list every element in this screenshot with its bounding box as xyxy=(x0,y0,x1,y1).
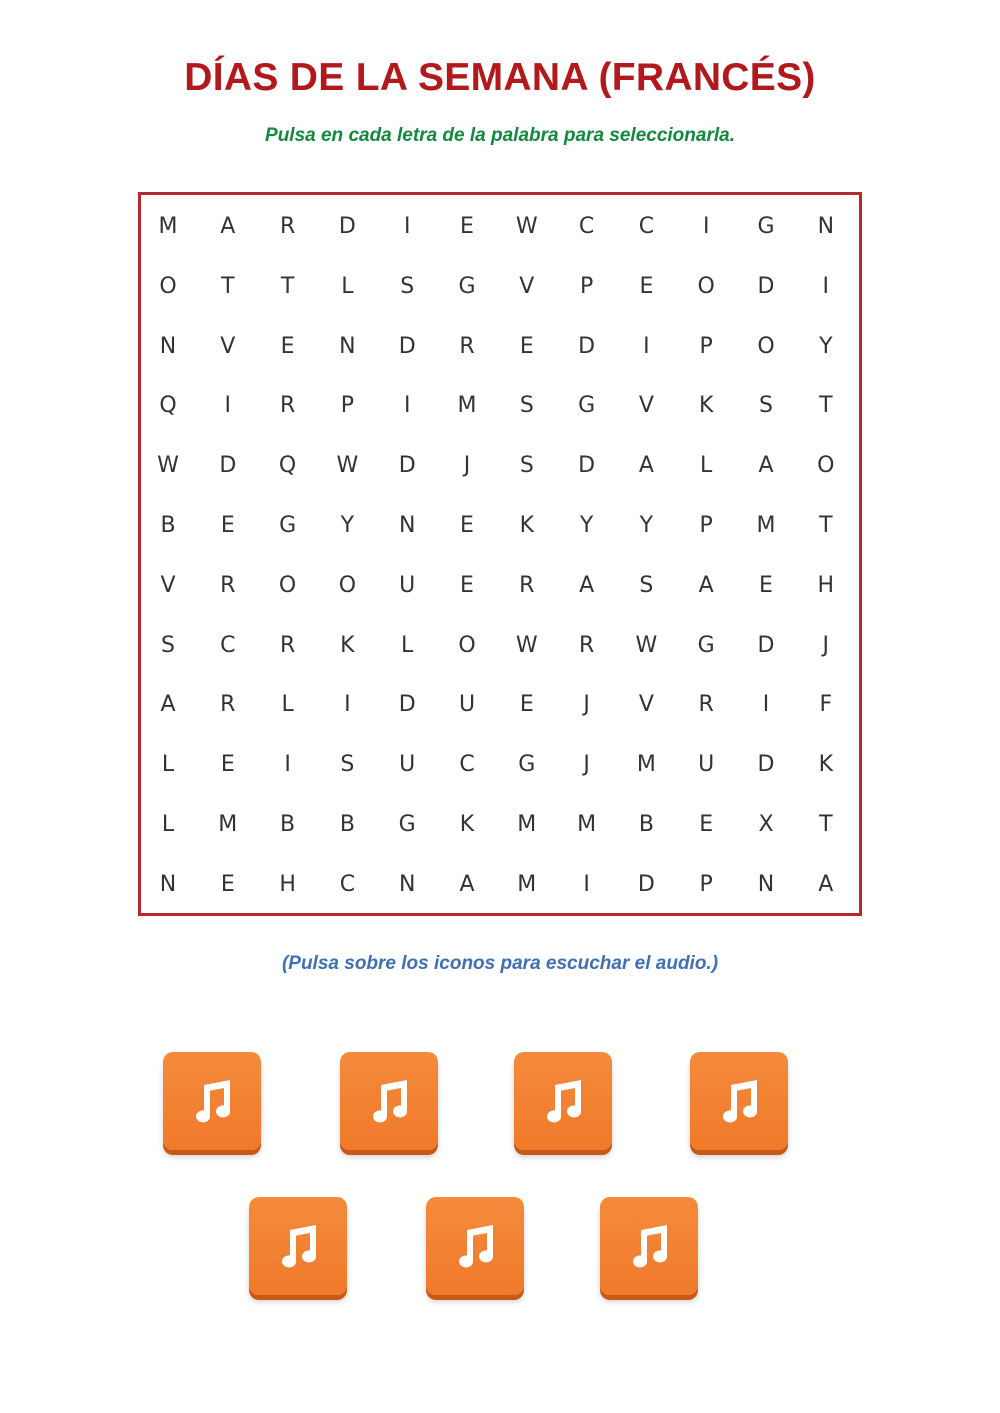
letter-cell[interactable]: H xyxy=(817,572,835,598)
letter-cell[interactable]: G xyxy=(398,812,416,837)
letter-cell[interactable]: E xyxy=(280,333,295,359)
audio-button-4[interactable] xyxy=(690,1052,788,1150)
letter-cell[interactable]: A xyxy=(758,453,774,479)
letter-cell[interactable]: M xyxy=(158,214,178,239)
letter-cell[interactable]: E xyxy=(220,871,235,897)
letter-cell[interactable]: E xyxy=(460,513,474,538)
letter-cell[interactable]: M xyxy=(218,812,238,837)
letter-cell[interactable]: V xyxy=(638,692,654,718)
letter-cell[interactable]: K xyxy=(818,752,834,778)
letter-cell[interactable]: T xyxy=(221,273,235,299)
letter-cell[interactable]: T xyxy=(280,273,295,299)
letter-cell[interactable]: M xyxy=(636,752,656,778)
letter-cell[interactable]: E xyxy=(220,513,235,538)
letter-cell[interactable]: I xyxy=(702,214,710,239)
letter-cell[interactable]: I xyxy=(583,871,590,897)
letter-cell[interactable]: D xyxy=(338,214,356,239)
audio-button-5[interactable] xyxy=(249,1197,347,1295)
letter-cell[interactable]: O xyxy=(338,572,357,598)
letter-cell[interactable]: I xyxy=(403,214,411,239)
letter-cell[interactable]: A xyxy=(160,692,176,718)
music-note-icon xyxy=(619,1216,679,1276)
letter-cell[interactable]: W xyxy=(515,632,538,658)
letter-cell[interactable]: H xyxy=(279,871,296,897)
letter-cell[interactable]: C xyxy=(459,752,475,778)
letter-cell[interactable]: O xyxy=(697,273,715,299)
letter-cell[interactable]: I xyxy=(284,752,291,778)
letter-cell[interactable]: W xyxy=(515,214,538,239)
letter-cell[interactable]: G xyxy=(757,214,775,239)
letter-cell[interactable]: C xyxy=(638,214,655,239)
grid-row xyxy=(141,675,859,735)
letter-cell[interactable]: W xyxy=(157,453,179,479)
letter-cell[interactable]: A xyxy=(818,871,834,897)
letter-cell[interactable]: G xyxy=(279,513,297,538)
letter-cell[interactable]: N xyxy=(159,333,177,359)
letter-cell[interactable]: L xyxy=(161,812,175,837)
letter-cell[interactable]: T xyxy=(819,513,833,538)
letter-cell[interactable]: S xyxy=(400,273,415,299)
letter-cell[interactable]: R xyxy=(459,333,475,359)
letter-cell[interactable]: J xyxy=(463,453,471,479)
letter-cell[interactable]: W xyxy=(336,453,359,479)
audio-button-1[interactable] xyxy=(163,1052,261,1150)
letter-cell[interactable]: M xyxy=(517,812,537,837)
letter-cell[interactable]: G xyxy=(578,393,596,419)
music-note-icon xyxy=(359,1071,419,1131)
letter-cell[interactable]: G xyxy=(458,273,476,299)
letter-cell[interactable]: E xyxy=(759,572,773,598)
letter-cell[interactable]: Y xyxy=(819,333,833,359)
letter-cell[interactable]: L xyxy=(281,692,294,718)
grid-row xyxy=(141,197,859,257)
letter-cell[interactable]: G xyxy=(518,752,536,778)
letter-cell[interactable]: S xyxy=(639,572,654,598)
letter-cell[interactable]: I xyxy=(224,393,232,419)
letter-cell[interactable]: O xyxy=(159,273,177,299)
letter-cell[interactable]: R xyxy=(519,572,535,598)
grid-row xyxy=(141,496,859,556)
letter-cell[interactable]: O xyxy=(458,632,476,658)
letter-cell[interactable]: B xyxy=(638,812,654,837)
letter-cell[interactable]: Q xyxy=(159,393,177,419)
letter-cell[interactable]: N xyxy=(757,871,775,897)
audio-button-7[interactable] xyxy=(600,1197,698,1295)
letter-cell[interactable]: R xyxy=(279,214,296,239)
letter-cell[interactable]: I xyxy=(403,393,411,419)
grid-row xyxy=(141,376,859,436)
letter-cell[interactable]: Y xyxy=(639,513,654,538)
instruction-text: Pulsa en cada letra de la palabra para seleccionarla. xyxy=(265,125,735,146)
letter-cell[interactable]: N xyxy=(817,214,835,239)
letter-cell[interactable]: G xyxy=(697,632,715,658)
letter-cell[interactable]: E xyxy=(460,214,474,239)
letter-cell[interactable]: W xyxy=(635,632,658,658)
letter-cell[interactable]: R xyxy=(578,632,595,658)
letter-cell[interactable]: S xyxy=(161,632,175,658)
letter-cell[interactable]: Q xyxy=(278,453,297,479)
letter-cell[interactable]: V xyxy=(220,333,236,359)
music-note-icon xyxy=(445,1216,505,1276)
letter-cell[interactable]: D xyxy=(757,632,775,658)
letter-cell[interactable]: J xyxy=(583,692,590,718)
letter-cell[interactable]: R xyxy=(698,692,714,718)
letter-cell[interactable]: R xyxy=(279,393,296,419)
letter-cell[interactable]: M xyxy=(756,513,776,538)
letter-cell[interactable]: A xyxy=(459,871,475,897)
page-title: DÍAS DE LA SEMANA (FRANCÉS) xyxy=(184,56,816,99)
letter-cell[interactable]: N xyxy=(398,513,416,538)
letter-cell[interactable]: N xyxy=(339,333,356,359)
letter-cell[interactable]: N xyxy=(398,871,416,897)
letter-cell[interactable]: M xyxy=(577,812,597,837)
letter-cell[interactable]: D xyxy=(219,453,237,479)
letter-cell[interactable]: T xyxy=(819,393,833,419)
letter-cell[interactable]: I xyxy=(643,333,650,359)
grid-row xyxy=(141,317,859,377)
letter-cell[interactable]: D xyxy=(578,333,596,359)
letter-cell[interactable]: C xyxy=(339,871,356,897)
letter-cell[interactable]: E xyxy=(639,273,654,299)
letter-cell[interactable]: K xyxy=(519,513,535,538)
audio-button-6[interactable] xyxy=(426,1197,524,1295)
letter-cell[interactable]: L xyxy=(401,632,414,658)
letter-cell[interactable]: M xyxy=(457,393,477,419)
letter-cell[interactable]: P xyxy=(340,393,355,419)
letter-cell[interactable]: D xyxy=(757,752,775,778)
letter-cell[interactable]: R xyxy=(279,632,296,658)
grid-row xyxy=(141,795,859,855)
letter-cell[interactable]: K xyxy=(698,393,714,419)
letter-cell[interactable]: M xyxy=(517,871,537,897)
letter-cell[interactable]: L xyxy=(341,273,354,299)
letter-cell[interactable]: B xyxy=(280,812,296,837)
letter-cell[interactable]: P xyxy=(699,513,713,538)
letter-cell[interactable]: S xyxy=(519,453,534,479)
letter-cell[interactable]: B xyxy=(160,513,176,538)
letter-cell[interactable]: L xyxy=(161,752,175,778)
grid-row xyxy=(141,855,859,915)
letter-cell[interactable]: E xyxy=(519,692,534,718)
audio-hint-text: (Pulsa sobre los iconos para escuchar el audio.) xyxy=(281,953,719,974)
letter-cell[interactable]: V xyxy=(638,393,654,419)
letter-cell[interactable]: E xyxy=(460,572,474,598)
letter-cell[interactable]: U xyxy=(458,692,476,718)
letter-cell[interactable]: E xyxy=(519,333,534,359)
letter-cell[interactable]: D xyxy=(637,871,655,897)
letter-cell[interactable]: U xyxy=(698,752,715,778)
letter-cell[interactable]: A xyxy=(220,214,236,239)
letter-cell[interactable]: U xyxy=(399,752,416,778)
letter-cell[interactable]: C xyxy=(578,214,595,239)
letter-cell[interactable]: Y xyxy=(340,513,355,538)
letter-cell[interactable]: S xyxy=(340,752,355,778)
letter-cell[interactable]: K xyxy=(340,632,355,658)
letter-cell[interactable]: X xyxy=(758,812,774,837)
audio-button-2[interactable] xyxy=(340,1052,438,1150)
letter-cell[interactable]: J xyxy=(822,632,830,658)
letter-cell[interactable]: K xyxy=(459,812,475,837)
letter-cell[interactable]: N xyxy=(159,871,177,897)
letter-cell[interactable]: D xyxy=(757,273,775,299)
letter-cell[interactable]: I xyxy=(822,273,830,299)
letter-cell[interactable]: V xyxy=(160,572,176,598)
letter-cell[interactable]: E xyxy=(220,752,235,778)
letter-cell[interactable]: L xyxy=(700,453,713,479)
letter-cell[interactable]: D xyxy=(398,333,416,359)
letter-cell[interactable]: O xyxy=(278,572,297,598)
letter-cell[interactable]: D xyxy=(398,692,416,718)
music-note-icon xyxy=(268,1216,328,1276)
grid-row xyxy=(141,436,859,496)
grid-row xyxy=(141,735,859,795)
letter-cell[interactable]: A xyxy=(638,453,654,479)
letter-cell[interactable]: O xyxy=(817,453,835,479)
music-note-icon xyxy=(182,1071,242,1131)
letter-cell[interactable]: P xyxy=(699,333,713,359)
letter-cell[interactable]: C xyxy=(220,632,236,658)
letter-cell[interactable]: E xyxy=(699,812,714,837)
grid-row xyxy=(141,556,859,616)
letter-cell[interactable]: P xyxy=(699,871,713,897)
letter-cell[interactable]: U xyxy=(399,572,416,598)
grid-row xyxy=(141,257,859,317)
letter-cell[interactable]: B xyxy=(339,812,355,837)
letter-cell[interactable]: F xyxy=(819,692,833,718)
letter-cell[interactable]: S xyxy=(759,393,773,419)
music-note-icon xyxy=(709,1071,769,1131)
letter-cell[interactable]: I xyxy=(762,692,770,718)
music-note-icon xyxy=(533,1071,593,1131)
letter-cell[interactable]: P xyxy=(579,273,594,299)
letter-cell[interactable]: R xyxy=(220,692,236,718)
letter-cell[interactable]: R xyxy=(220,572,236,598)
letter-cell[interactable]: I xyxy=(344,692,351,718)
letter-cell[interactable]: V xyxy=(519,273,535,299)
word-search-grid xyxy=(138,192,862,916)
letter-cell[interactable]: S xyxy=(519,393,534,419)
letter-cell[interactable]: O xyxy=(757,333,775,359)
letter-cell[interactable]: D xyxy=(398,453,416,479)
letter-cell[interactable]: T xyxy=(819,812,833,837)
letter-cell[interactable]: Y xyxy=(579,513,594,538)
audio-button-3[interactable] xyxy=(514,1052,612,1150)
letter-cell[interactable]: A xyxy=(579,572,595,598)
letter-cell[interactable]: A xyxy=(698,572,714,598)
letter-cell[interactable]: D xyxy=(578,453,596,479)
letter-cell[interactable]: J xyxy=(583,752,590,778)
grid-row xyxy=(141,616,859,676)
